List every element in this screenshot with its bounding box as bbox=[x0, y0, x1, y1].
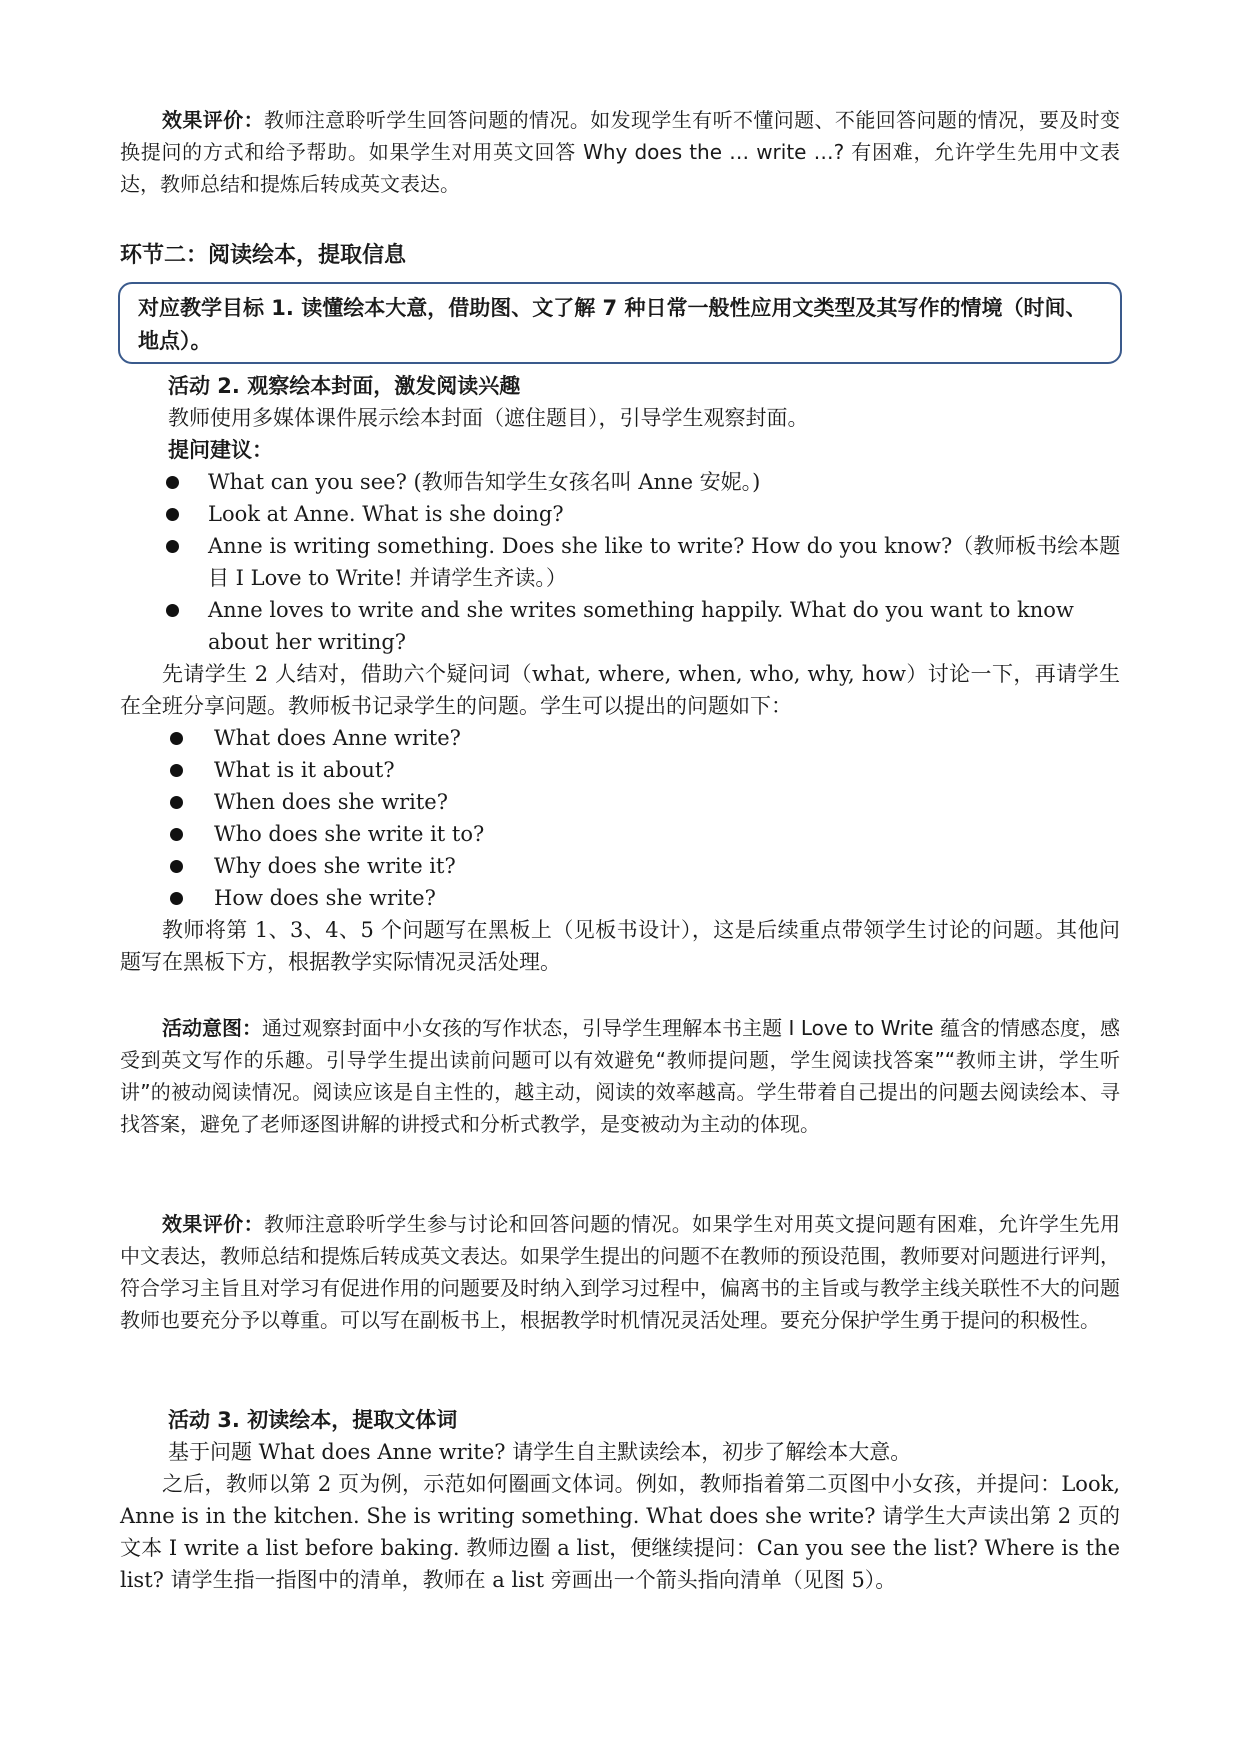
activity-intent-paragraph bbox=[120, 1012, 1120, 1140]
evaluation-label: 效果评价： bbox=[162, 108, 264, 132]
evaluation-paragraph-1 bbox=[120, 104, 1120, 200]
evaluation-label: 效果评价： bbox=[162, 1212, 264, 1236]
bullet-icon bbox=[170, 796, 183, 809]
student-questions-list bbox=[168, 722, 768, 914]
list-item bbox=[168, 754, 768, 786]
bullet-icon bbox=[170, 828, 183, 841]
list-item-text: What does Anne write? bbox=[214, 726, 461, 750]
list-item bbox=[168, 722, 768, 754]
list-item bbox=[168, 466, 1128, 498]
list-item bbox=[168, 498, 1128, 530]
list-item-text: Anne is writing something. Does she like to write? How do you know?（教师板书绘本题目 I Love to Write! 并请学生齐读。） bbox=[208, 534, 1121, 590]
bullet-icon bbox=[166, 476, 179, 489]
bullet-icon bbox=[170, 860, 183, 873]
list-item-text: Anne loves to write and she writes something happily. What do you want to know about her writing? bbox=[208, 598, 1074, 654]
section-heading: 环节二：阅读绘本，提取信息 bbox=[120, 243, 407, 268]
list-item bbox=[168, 850, 768, 882]
list-item-text: Look at Anne. What is she doing? bbox=[208, 502, 564, 526]
intent-label: 活动意图： bbox=[162, 1016, 263, 1040]
bullet-icon bbox=[170, 892, 183, 905]
evaluation-text: 教师注意聆听学生参与讨论和回答问题的情况。如果学生对用英文提问题有困难，允许学生先用中文表达，教师总结和提炼后转成英文表达。如果学生提出的问题不在教师的预设范围，教师要对问题进行评判，符合学习主旨且对学习有促进作用的问题要及时纳入到学习过程中，偏离书的主旨或与教学主线关联性不大的问题教师也要充分予以尊重。可以写在副板书上，根据教学时机情况灵活处理。要充分保护学生勇于提问的积极性。 bbox=[120, 1212, 1121, 1332]
bullet-icon bbox=[166, 604, 179, 617]
intent-text: 通过观察封面中小女孩的写作状态，引导学生理解本书主题 I Love to Write 蕴含的情感态度，感受到英文写作的乐趣。引导学生提出读前问题可以有效避免“教师提问题，学生阅读找答案”“教师主讲，学生听讲”的被动阅读情况。阅读应该是自主性的，越主动，阅读的效率越高。学生带着自己提出的问题去阅读绘本、寻找答案，避免了老师逐图讲解的讲授式和分析式教学，是变被动为主动的体现。 bbox=[120, 1016, 1121, 1136]
pair-discussion-paragraph: 先请学生 2 人结对，借助六个疑问词（what, where, when, who, why, how）讨论一下，再请学生在全班分享问题。教师板书记录学生的问题。学生可以提出的问题如下： bbox=[120, 662, 1120, 718]
list-item-text: What can you see? (教师告知学生女孩名叫 Anne 安妮。) bbox=[208, 470, 761, 494]
bullet-icon bbox=[170, 764, 183, 777]
list-item-text: When does she write? bbox=[214, 790, 448, 814]
board-design-paragraph: 教师将第 1、3、4、5 个问题写在黑板上（见板书设计），这是后续重点带领学生讨论的问题。其他问题写在黑板下方，根据教学实际情况灵活处理。 bbox=[120, 918, 1120, 974]
list-item bbox=[168, 594, 1128, 658]
evaluation-paragraph-2 bbox=[120, 1208, 1120, 1336]
teaching-goal-box: 对应教学目标 1. 读懂绘本大意，借助图、文了解 7 种日常一般性应用文类型及其写作的情境（时间、地点）。 bbox=[118, 282, 1122, 364]
activity-2-title: 活动 2. 观察绘本封面，激发阅读兴趣 bbox=[168, 374, 521, 398]
list-item-text: Who does she write it to? bbox=[214, 822, 485, 846]
activity-3-paragraph-1: 基于问题 What does Anne write? 请学生自主默读绘本，初步了解绘本大意。 bbox=[168, 1440, 912, 1464]
activity-3-title: 活动 3. 初读绘本，提取文体词 bbox=[168, 1408, 458, 1432]
list-item bbox=[168, 882, 768, 914]
list-item bbox=[168, 786, 768, 818]
questions-label: 提问建议： bbox=[168, 438, 273, 462]
bullet-icon bbox=[166, 508, 179, 521]
list-item bbox=[168, 818, 768, 850]
list-item-text: What is it about? bbox=[214, 758, 395, 782]
question-suggestions-list bbox=[168, 466, 1128, 658]
activity-3-paragraph-2: 之后，教师以第 2 页为例，示范如何圈画文体词。例如，教师指着第二页图中小女孩，并提问：Look, Anne is in the kitchen. She is writing something. What does she write? 请学生大声读出第 2 页的文本 I write a list before baking. 教师边圈 a list，便继续提问：Can you see the list? Where is the list? 请学生指一指图中的清单，教师在 a list 旁画出一个箭头指向清单（见图 5）。 bbox=[120, 1472, 1120, 1592]
list-item-text: How does she write? bbox=[214, 886, 436, 910]
activity-2-intro: 教师使用多媒体课件展示绘本封面（遮住题目），引导学生观察封面。 bbox=[168, 406, 809, 430]
list-item bbox=[168, 530, 1128, 594]
list-item-text: Why does she write it? bbox=[214, 854, 456, 878]
bullet-icon bbox=[170, 732, 183, 745]
bullet-icon bbox=[166, 540, 179, 553]
evaluation-text: 教师注意聆听学生回答问题的情况。如发现学生有听不懂问题、不能回答问题的情况，要及时变换提问的方式和给予帮助。如果学生对用英文回答 Why does the … write …? 有困难，允许学生先用中文表达，教师总结和提炼后转成英文表达。 bbox=[120, 108, 1121, 196]
